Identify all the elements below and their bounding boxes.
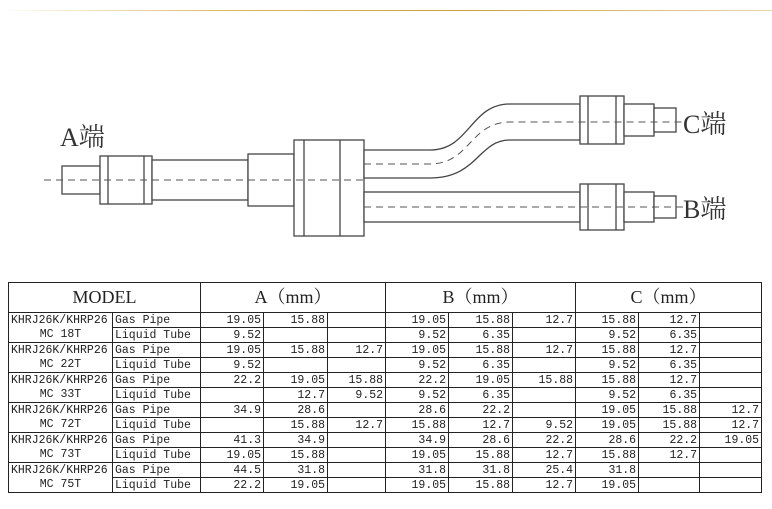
table-row: [9, 448, 762, 463]
size-cell-b-1: 31.8: [386, 463, 449, 478]
size-cell-b-1: 9.52: [386, 328, 449, 343]
size-cell-c-3: 12.7: [700, 418, 762, 433]
size-cell-b-3: [513, 328, 576, 343]
size-cell-b-1: 22.2: [386, 373, 449, 388]
header-c: C（mm）: [576, 283, 762, 313]
size-cell-b-1: 28.6: [386, 403, 449, 418]
model-code-line2: MC 75T: [9, 478, 113, 493]
size-cell-b-3: 22.2: [513, 433, 576, 448]
size-cell-c-2: 15.88: [639, 403, 700, 418]
size-cell-b-3: 12.7: [513, 343, 576, 358]
size-cell-a-3: [328, 433, 386, 448]
size-cell-c-2: 12.7: [639, 313, 700, 328]
size-cell-c-3: [700, 373, 762, 388]
liquid-tube-label: Liquid Tube: [113, 418, 201, 433]
table-row: [9, 403, 762, 418]
table-row: [9, 388, 762, 403]
header-b: B（mm）: [386, 283, 576, 313]
size-cell-c-1: 19.05: [576, 418, 639, 433]
model-code-line1: KHRJ26K/KHRP26: [9, 463, 113, 478]
size-cell-b-1: 34.9: [386, 433, 449, 448]
size-cell-a-3: 12.7: [328, 343, 386, 358]
size-cell-b-1: 19.05: [386, 448, 449, 463]
size-cell-a-2: 15.88: [264, 448, 328, 463]
size-cell-c-2: 12.7: [639, 373, 700, 388]
model-code-line2: MC 33T: [9, 388, 113, 403]
size-cell-a-3: [328, 313, 386, 328]
size-cell-c-1: 15.88: [576, 373, 639, 388]
size-cell-b-2: 28.6: [449, 433, 513, 448]
top-divider-line: [0, 10, 772, 11]
size-cell-a-3: [328, 478, 386, 493]
size-cell-c-2: [639, 478, 700, 493]
size-cell-b-1: 15.88: [386, 418, 449, 433]
model-code-line2: MC 18T: [9, 328, 113, 343]
gas-pipe-label: Gas Pipe: [113, 343, 201, 358]
table-row: [9, 373, 762, 388]
size-cell-a-1: [201, 418, 264, 433]
size-cell-b-1: 19.05: [386, 343, 449, 358]
size-cell-a-2: 19.05: [264, 373, 328, 388]
size-cell-c-3: [700, 358, 762, 373]
size-cell-c-1: 31.8: [576, 463, 639, 478]
size-cell-c-3: [700, 343, 762, 358]
size-cell-a-2: [264, 358, 328, 373]
size-cell-c-2: 12.7: [639, 448, 700, 463]
size-cell-a-1: 22.2: [201, 478, 264, 493]
size-cell-a-2: 31.8: [264, 463, 328, 478]
size-cell-a-1: 19.05: [201, 313, 264, 328]
size-cell-a-1: 34.9: [201, 403, 264, 418]
table-row: [9, 358, 762, 373]
size-cell-c-1: 19.05: [576, 478, 639, 493]
size-cell-c-2: [639, 463, 700, 478]
model-code-line1: KHRJ26K/KHRP26: [9, 403, 113, 418]
gas-pipe-label: Gas Pipe: [113, 373, 201, 388]
c-branch-pipe: [364, 104, 580, 178]
size-cell-c-1: 19.05: [576, 403, 639, 418]
liquid-tube-label: Liquid Tube: [113, 448, 201, 463]
size-cell-a-1: 19.05: [201, 448, 264, 463]
size-cell-c-1: 15.88: [576, 313, 639, 328]
size-cell-b-3: [513, 358, 576, 373]
model-code-line2: MC 72T: [9, 418, 113, 433]
size-cell-b-2: 12.7: [449, 418, 513, 433]
size-cell-b-2: 15.88: [449, 313, 513, 328]
table-row: [9, 478, 762, 493]
size-cell-c-3: 12.7: [700, 403, 762, 418]
size-cell-c-1: 28.6: [576, 433, 639, 448]
label-c-end: C端: [683, 110, 727, 139]
liquid-tube-label: Liquid Tube: [113, 388, 201, 403]
size-cell-b-3: [513, 403, 576, 418]
size-cell-c-3: [700, 463, 762, 478]
size-cell-b-1: 9.52: [386, 388, 449, 403]
size-cell-c-1: 15.88: [576, 448, 639, 463]
model-code-line1: KHRJ26K/KHRP26: [9, 433, 113, 448]
size-cell-a-3: 9.52: [328, 388, 386, 403]
size-cell-b-3: [513, 388, 576, 403]
table-row: [9, 418, 762, 433]
size-cell-a-2: 28.6: [264, 403, 328, 418]
size-cell-c-2: 6.35: [639, 358, 700, 373]
c-end-coupling: [580, 96, 624, 144]
size-cell-c-3: [700, 448, 762, 463]
size-cell-c-1: 9.52: [576, 358, 639, 373]
size-cell-a-3: [328, 403, 386, 418]
size-cell-c-2: 6.35: [639, 328, 700, 343]
size-cell-b-2: 6.35: [449, 328, 513, 343]
liquid-tube-label: Liquid Tube: [113, 358, 201, 373]
model-code-line1: KHRJ26K/KHRP26: [9, 373, 113, 388]
model-code-line1: KHRJ26K/KHRP26: [9, 313, 113, 328]
size-cell-c-2: 12.7: [639, 343, 700, 358]
size-cell-c-1: 15.88: [576, 343, 639, 358]
size-cell-c-2: 15.88: [639, 418, 700, 433]
size-cell-a-3: 15.88: [328, 373, 386, 388]
size-cell-b-3: 15.88: [513, 373, 576, 388]
liquid-tube-label: Liquid Tube: [113, 478, 201, 493]
size-cell-b-2: 31.8: [449, 463, 513, 478]
size-cell-a-3: [328, 463, 386, 478]
table-row: [9, 328, 762, 343]
size-cell-a-1: 41.3: [201, 433, 264, 448]
table-header-row: [9, 283, 762, 313]
size-cell-b-2: 15.88: [449, 478, 513, 493]
size-cell-b-1: 9.52: [386, 358, 449, 373]
size-cell-c-2: 22.2: [639, 433, 700, 448]
c-end-reducer: [624, 104, 654, 136]
size-cell-b-3: 9.52: [513, 418, 576, 433]
size-cell-a-1: [201, 388, 264, 403]
header-model: MODEL: [9, 283, 201, 313]
size-cell-c-1: 9.52: [576, 328, 639, 343]
size-cell-a-3: [328, 358, 386, 373]
size-cell-b-3: 12.7: [513, 313, 576, 328]
size-cell-c-3: [700, 313, 762, 328]
size-cell-a-3: 12.7: [328, 418, 386, 433]
size-cell-a-2: 15.88: [264, 343, 328, 358]
model-code-line2: MC 73T: [9, 448, 113, 463]
table-row: [9, 313, 762, 328]
gas-pipe-label: Gas Pipe: [113, 313, 201, 328]
size-cell-a-2: 15.88: [264, 418, 328, 433]
pipe-size-table: [8, 282, 762, 493]
size-cell-c-2: 6.35: [639, 388, 700, 403]
size-cell-a-2: [264, 328, 328, 343]
size-cell-c-1: 9.52: [576, 388, 639, 403]
size-cell-a-1: 22.2: [201, 373, 264, 388]
liquid-tube-label: Liquid Tube: [113, 328, 201, 343]
size-cell-a-2: 34.9: [264, 433, 328, 448]
size-cell-a-3: [328, 448, 386, 463]
gas-pipe-label: Gas Pipe: [113, 463, 201, 478]
label-b-end: B端: [683, 195, 727, 224]
size-cell-b-3: 12.7: [513, 448, 576, 463]
label-a-end: A端: [60, 123, 105, 152]
size-cell-a-1: 9.52: [201, 358, 264, 373]
size-cell-b-2: 19.05: [449, 373, 513, 388]
size-cell-c-3: 19.05: [700, 433, 762, 448]
model-code-line2: MC 22T: [9, 358, 113, 373]
size-cell-b-2: 15.88: [449, 343, 513, 358]
size-cell-b-2: 15.88: [449, 448, 513, 463]
size-cell-b-2: 6.35: [449, 358, 513, 373]
header-a: A（mm）: [201, 283, 386, 313]
c-end-stub: [654, 108, 676, 132]
branch-pipe-diagram: [0, 40, 772, 270]
gas-pipe-label: Gas Pipe: [113, 433, 201, 448]
size-cell-b-3: 25.4: [513, 463, 576, 478]
size-cell-a-1: 44.5: [201, 463, 264, 478]
size-cell-a-2: 19.05: [264, 478, 328, 493]
size-cell-c-3: [700, 478, 762, 493]
model-code-line1: KHRJ26K/KHRP26: [9, 343, 113, 358]
gas-pipe-label: Gas Pipe: [113, 403, 201, 418]
size-cell-b-1: 19.05: [386, 478, 449, 493]
size-cell-a-3: [328, 328, 386, 343]
size-cell-a-1: 19.05: [201, 343, 264, 358]
table-row: [9, 343, 762, 358]
size-cell-c-3: [700, 328, 762, 343]
size-cell-a-1: 9.52: [201, 328, 264, 343]
table-row: [9, 463, 762, 478]
size-cell-c-3: [700, 388, 762, 403]
size-cell-b-1: 19.05: [386, 313, 449, 328]
size-cell-b-3: 12.7: [513, 478, 576, 493]
table-row: [9, 433, 762, 448]
size-cell-a-2: 12.7: [264, 388, 328, 403]
size-cell-a-2: 15.88: [264, 313, 328, 328]
size-cell-b-2: 6.35: [449, 388, 513, 403]
size-cell-b-2: 22.2: [449, 403, 513, 418]
